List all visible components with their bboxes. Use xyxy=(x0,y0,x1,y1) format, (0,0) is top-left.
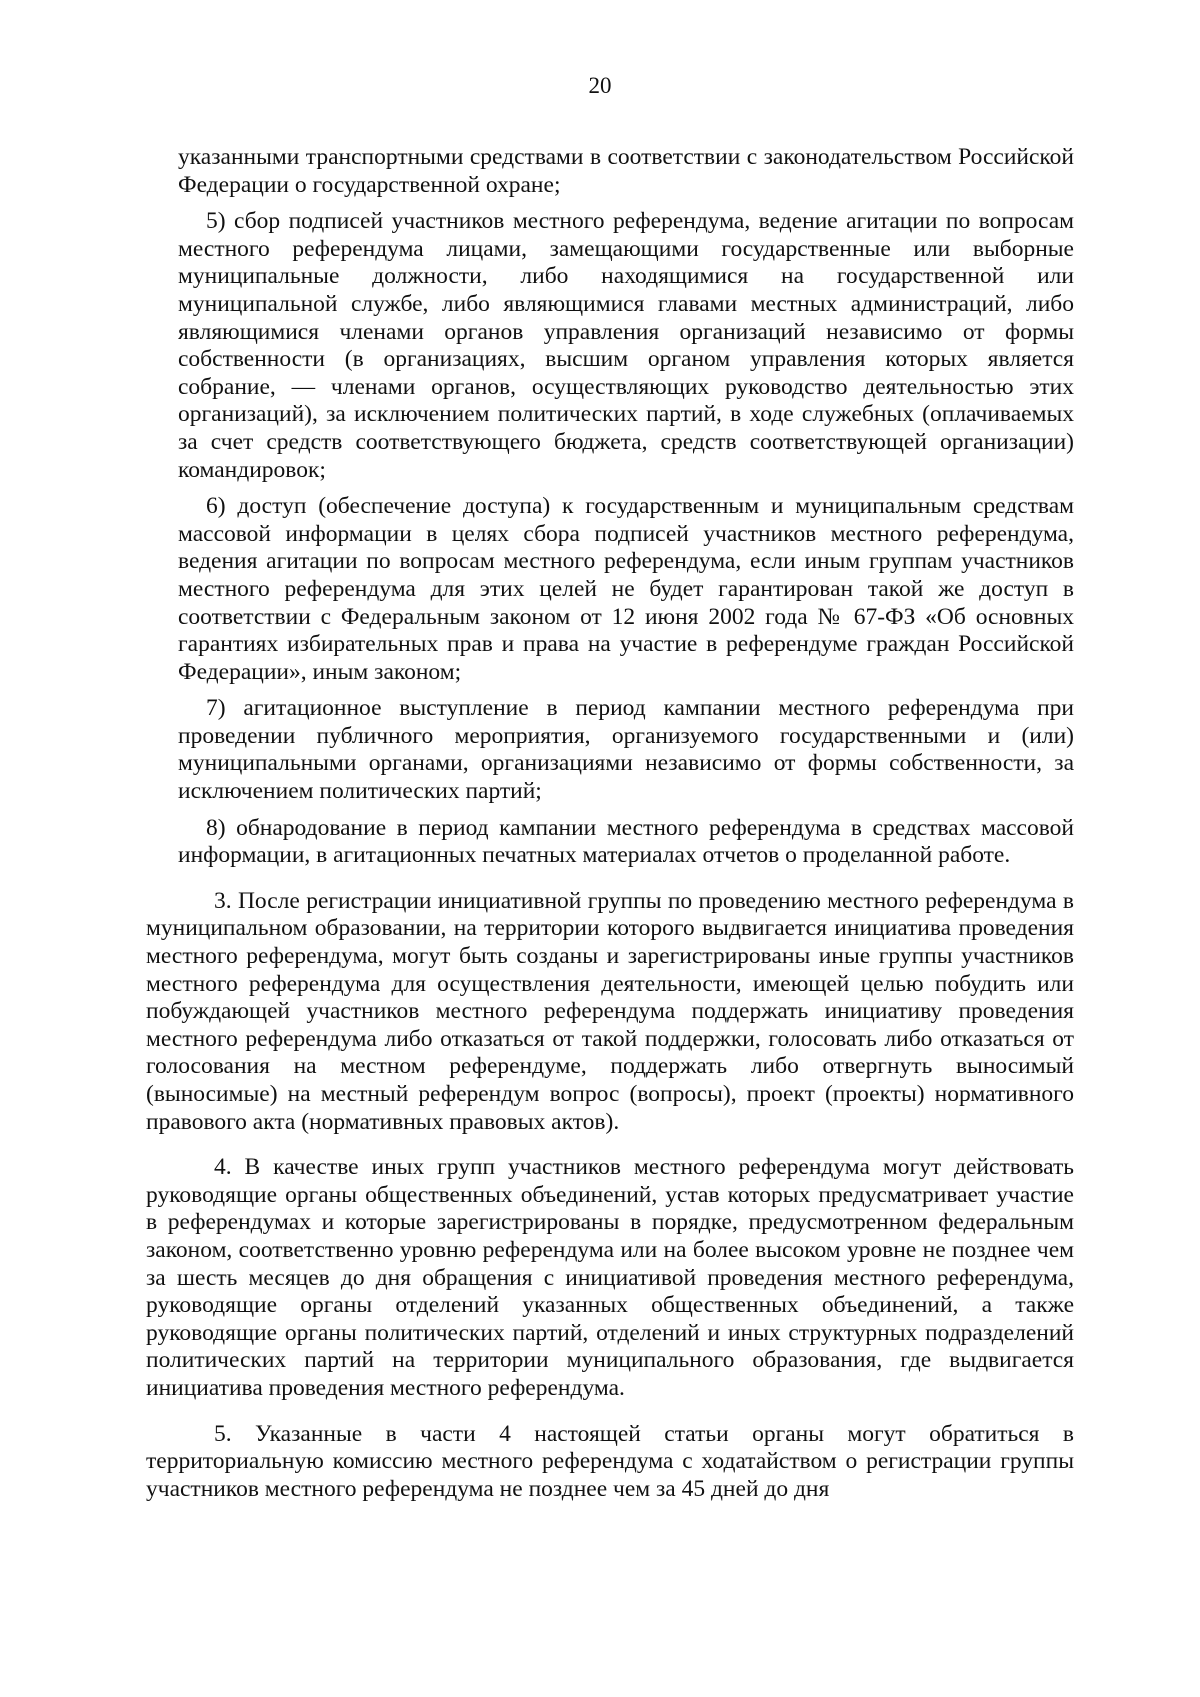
document-body xyxy=(146,144,1074,1512)
paragraph-continuation: указанными транспортными средствами в соответствии с законодательством Российской Федерации о государственной охране; xyxy=(178,144,1074,198)
paragraph-item-7: 7) агитационное выступление в период кампании местного референдума при проведении публичного мероприятия, организуемого государственными и (или) муниципальными органами, организациями независимо от формы собственности, за исключением политических партий; xyxy=(178,695,1074,805)
paragraph-part-3: 3. После регистрации инициативной группы по проведению местного референдума в муниципальном образовании, на территории которого выдвигается инициатива проведения местного референдума, могут быть созданы и зарегистрированы иные группы участников местного референдума для осуществления деятельности, имеющей целью побудить или побуждающей участников местного референдума поддержать инициативу проведения местного референдума либо отказаться от такой поддержки, голосовать либо отказаться от голосования на местном референдуме, поддержать либо отвергнуть выносимый (выносимые) на местный референдум вопрос (вопросы), проект (проекты) нормативного правового акта (нормативных правовых актов). xyxy=(146,887,1074,1135)
paragraph-item-8: 8) обнародование в период кампании местного референдума в средствах массовой информации, в агитационных печатных материалах отчетов о проделанной работе. xyxy=(178,814,1074,869)
page-number: 20 xyxy=(588,73,612,98)
paragraph-part-5: 5. Указанные в части 4 настоящей статьи органы могут обратиться в территориальную комиссию местного референдума с ходатайством о регистрации группы участников местного референдума не позднее чем за 45 дней до дня xyxy=(146,1420,1074,1502)
paragraph-item-5: 5) сбор подписей участников местного референдума, ведение агитации по вопросам местного референдума лицами, замещающими государственные или выборные муниципальные должности, либо находящимися на государственной или муниципальной службе, либо являющимися главами местных администраций, либо являющимися членами органов управления организаций независимо от формы собственности (в организациях, высшим органом управления которых является собрание, — членами органов, осуществляющих руководство деятельностью этих организаций), за исключением политических партий, в ходе служебных (оплачиваемых за счет средств соответствующего бюджета, средств соответствующей организации) командировок; xyxy=(178,208,1074,483)
paragraph-item-6: 6) доступ (обеспечение доступа) к государственным и муниципальным средствам массовой информации в целях сбора подписей участников местного референдума, ведения агитации по вопросам местного референдума, если иным группам участников местного референдума для этих целей не будет гарантирован такой же доступ в соответствии с Федеральным законом от 12 июня 2002 года № 67-ФЗ «Об основных гарантиях избирательных прав и права на участие в референдуме граждан Российской Федерации», иным законом; xyxy=(178,493,1074,685)
paragraph-part-4: 4. В качестве иных групп участников местного референдума могут действовать руководящие органы общественных объединений, устав которых предусматривает участие в референдумах и которые зарегистрированы в порядке, предусмотренном федеральным законом, соответственно уровню референдума или на более высоком уровне не позднее чем за шесть месяцев до дня обращения с инициативой проведения местного референдума, руководящие органы отделений указанных общественных объединений, а также руководящие органы политических партий, отделений и иных структурных подразделений политических партий на территории муниципального образования, где выдвигается инициатива проведения местного референдума. xyxy=(146,1154,1074,1401)
